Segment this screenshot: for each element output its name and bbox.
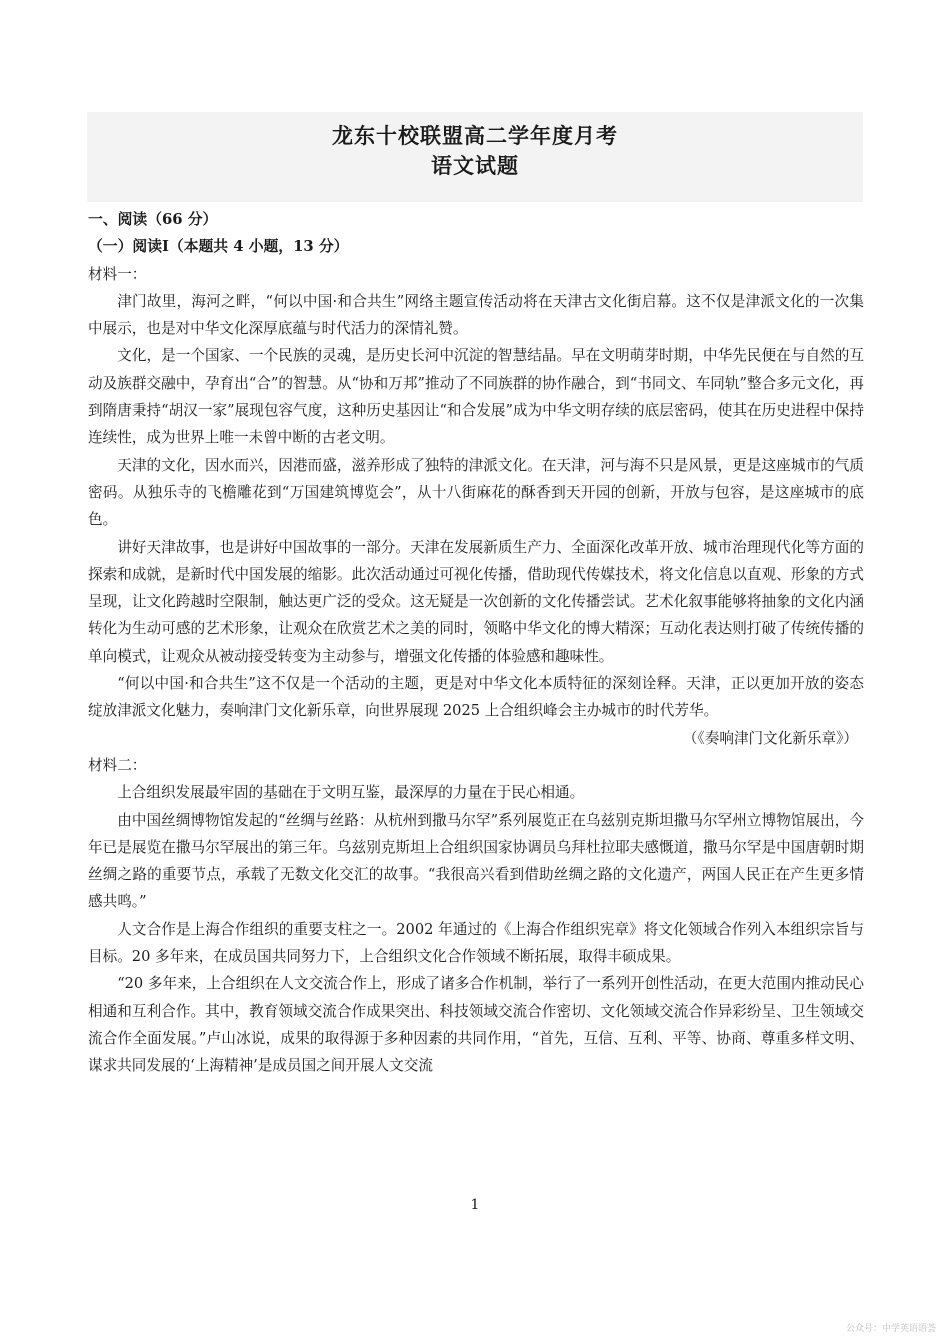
paragraph: 讲好天津故事，也是讲好中国故事的一部分。天津在发展新质生产力、全面深化改革开放、城市治理现代化等方面的探索和成就，是新时代中国发展的缩影。此次活动通过可视化传播，借助现代传媒技术，将文化信息以直观、形象的方式呈现，让文化跨越时空限制，触达更广泛的受众。这无疑是一次创新的文化传播尝试。艺术化叙事能够将抽象的文化内涵转化为生动可感的艺术形象，让观众在欣赏艺术之美的同时，领略中华文化的博大精深；互动化表达则打破了传统传播的单向模式，让观众从被动接受转变为主动参与，增强文化传播的体验感和趣味性。	[88, 538, 864, 665]
paragraph: 人文合作是上海合作组织的重要支柱之一。2002 年通过的《上海合作组织宪章》将文化领域合作列入本组织宗旨与目标。20 多年来，在成员国共同努力下，上合组织文化合作领域不断拓展，取得丰硕成果。	[88, 920, 864, 966]
watermark: 公众号：中学英语语荟	[845, 1324, 936, 1334]
material-source: （《奏响津门文化新乐章》）	[682, 729, 858, 747]
document-body	[88, 206, 864, 1080]
paragraph: 由中国丝绸博物馆发起的“丝绸与丝路：从杭州到撒马尔罕”系列展览正在乌兹别克斯坦撒马尔罕州立博物馆展出，今年已是展览在撒马尔罕展出的第三年。乌兹别克斯坦上合组织国家协调员乌拜杜拉耶夫感慨道，撒马尔罕是中国唐朝时期丝绸之路的重要节点，承载了无数文化交汇的故事。“我很高兴看到借助丝绸之路的文化遗产，两国人民正在产生更多情感共鸣。”	[88, 811, 864, 911]
page-number: 1	[470, 1197, 480, 1213]
exam-subject: 语文试题	[431, 153, 519, 178]
material-label: 材料一：	[88, 265, 147, 283]
paragraph: 上合组织发展最牢固的基础在于文明互鉴，最深厚的力量在于民心相通。	[117, 784, 585, 802]
paragraph: “何以中国·和合共生”这不仅是一个活动的主题，更是对中华文化本质特征的深刻诠释。天津，正以更加开放的姿态绽放津派文化魅力，奏响津门文化新乐章，向世界展现 2025 上合组织峰会主办城市的时代芳华。	[88, 675, 864, 720]
material-label: 材料二：	[88, 756, 147, 774]
paragraph: 津门故里，海河之畔，“何以中国·和合共生”网络主题宣传活动将在天津古文化街启幕。这不仅是津派文化的一次集中展示，也是对中华文化深厚底蕴与时代活力的深情礼赞。	[88, 292, 864, 338]
paragraph: 文化，是一个国家、一个民族的灵魂，是历史长河中沉淀的智慧结晶。早在文明萌芽时期，中华先民便在与自然的互动及族群交融中，孕育出“合”的智慧。从“协和万邦”推动了不同族群的协作融合，到“书同文、车同轨”整合多元文化，再到隋唐秉持“胡汉一家”展现包容气度，这种历史基因让“和合发展”成为中华文明存续的底层密码，使其在历史进程中保持连续性，成为世界上唯一未曾中断的古老文明。	[88, 347, 864, 447]
section-heading: 一、阅读（66 分）	[88, 211, 218, 228]
exam-title: 龙东十校联盟高二学年度月考	[332, 123, 618, 148]
paragraph: 天津的文化，因水而兴，因港而盛，滋养形成了独特的津派文化。在天津，河与海不只是风景，更是这座城市的气质密码。从独乐寺的飞檐雕花到“万国建筑博览会”，从十八街麻花的酥香到天开园的创新，开放与包容，是这座城市的底色。	[88, 456, 864, 529]
paragraph: “20 多年来，上合组织在人文交流合作上，形成了诸多合作机制，举行了一系列开创性活动，在更大范围内推动民心相通和互利合作。其中，教育领域交流合作成果突出、科技领域交流合作密切、文化领域交流合作异彩纷呈、卫生领域交流合作全面发展。”卢山冰说，成果的取得源于多种因素的共同作用，“首先，互信、互利、平等、协商、尊重多样文明、谋求共同发展的‘上海精神’是成员国之间开展人文交流	[88, 975, 864, 1075]
subsection-heading: （一）阅读Ⅰ（本题共 4 小题，13 分）	[88, 238, 349, 256]
